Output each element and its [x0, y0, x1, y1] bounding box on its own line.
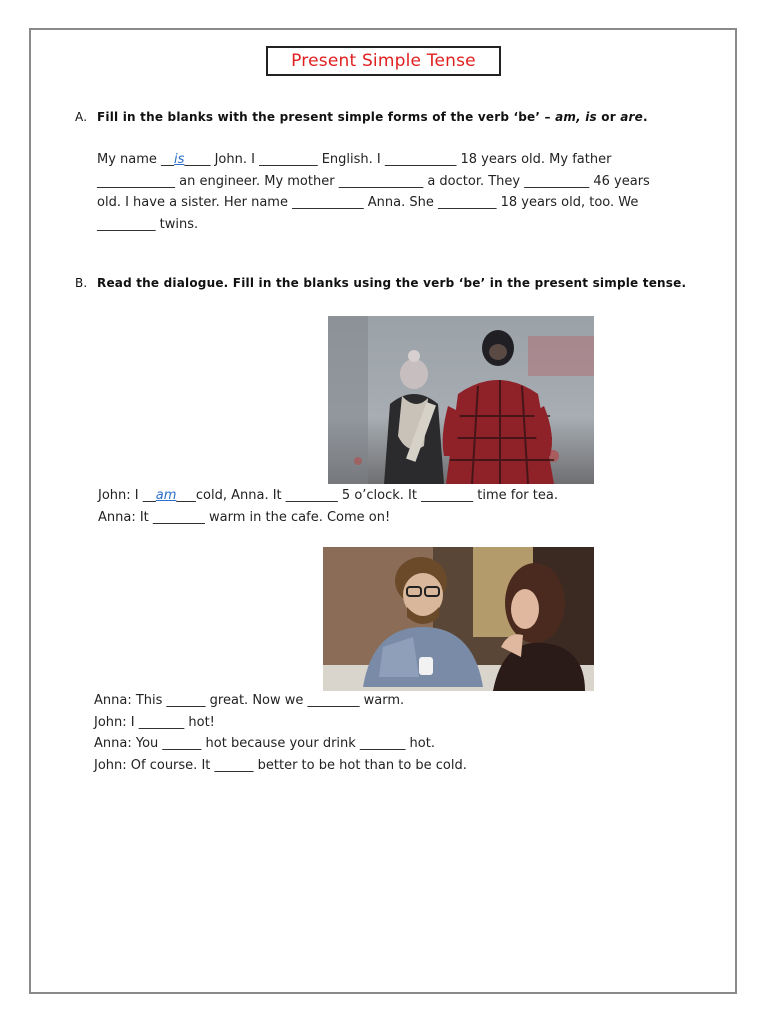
instruction-end: .: [643, 110, 648, 124]
instruction-words: am, is: [555, 110, 597, 124]
worksheet-title: Present Simple Tense: [266, 46, 501, 76]
dialogue-line-6: John: Of course. It ______ better to be hot than to be cold.: [94, 757, 467, 773]
paragraph-line-2: ____________ an engineer. My mother _____________ a doctor. They __________ 46 years: [97, 173, 650, 189]
instruction-text: Fill in the blanks with the present simple forms of the verb ‘be’ –: [97, 110, 556, 124]
section-b-letter: B.: [75, 276, 88, 290]
d1-start: John: I __: [98, 488, 156, 503]
paragraph-line-4: _________ twins.: [97, 216, 199, 232]
paragraph-line-1: [97, 149, 717, 171]
paragraph-line-3: old. I have a sister. Her name ___________ Anna. She _________ 18 years old, too. We: [97, 195, 639, 210]
instruction-or: or: [596, 110, 621, 124]
dialogue-line-1: [98, 485, 558, 507]
dialogue-1: [98, 485, 558, 528]
d1-end: ___cold, Anna. It ________ 5 o’clock. It ________ time for tea.: [176, 488, 558, 503]
dialogue-line-2: Anna: It ________ warm in the cafe. Come on!: [98, 509, 391, 525]
instruction-are: are: [620, 110, 643, 124]
line1-start: My name __: [97, 152, 175, 167]
example-answer: is: [174, 152, 185, 167]
instruction-text: Read the dialogue. Fill in the blanks using the verb ‘be’ in the present simple tense.: [97, 276, 687, 290]
section-b-instruction: [75, 276, 686, 290]
example-answer: am: [155, 488, 177, 503]
section-a-instruction: [75, 110, 648, 124]
dialogue-line-4: John: I _______ hot!: [94, 714, 215, 730]
dialogue-line-5: Anna: You ______ hot because your drink _______ hot.: [94, 736, 435, 751]
section-a-paragraph: [97, 149, 717, 235]
dialogue-2: [94, 690, 467, 776]
cafe-photo: [323, 547, 594, 691]
section-a-letter: A.: [75, 110, 88, 124]
line1-end: ____ John. I _________ English. I ___________ 18 years old. My father: [184, 152, 612, 167]
dialogue-line-3: Anna: This ______ great. Now we ________ warm.: [94, 693, 405, 708]
snow-walk-photo: [328, 316, 594, 484]
